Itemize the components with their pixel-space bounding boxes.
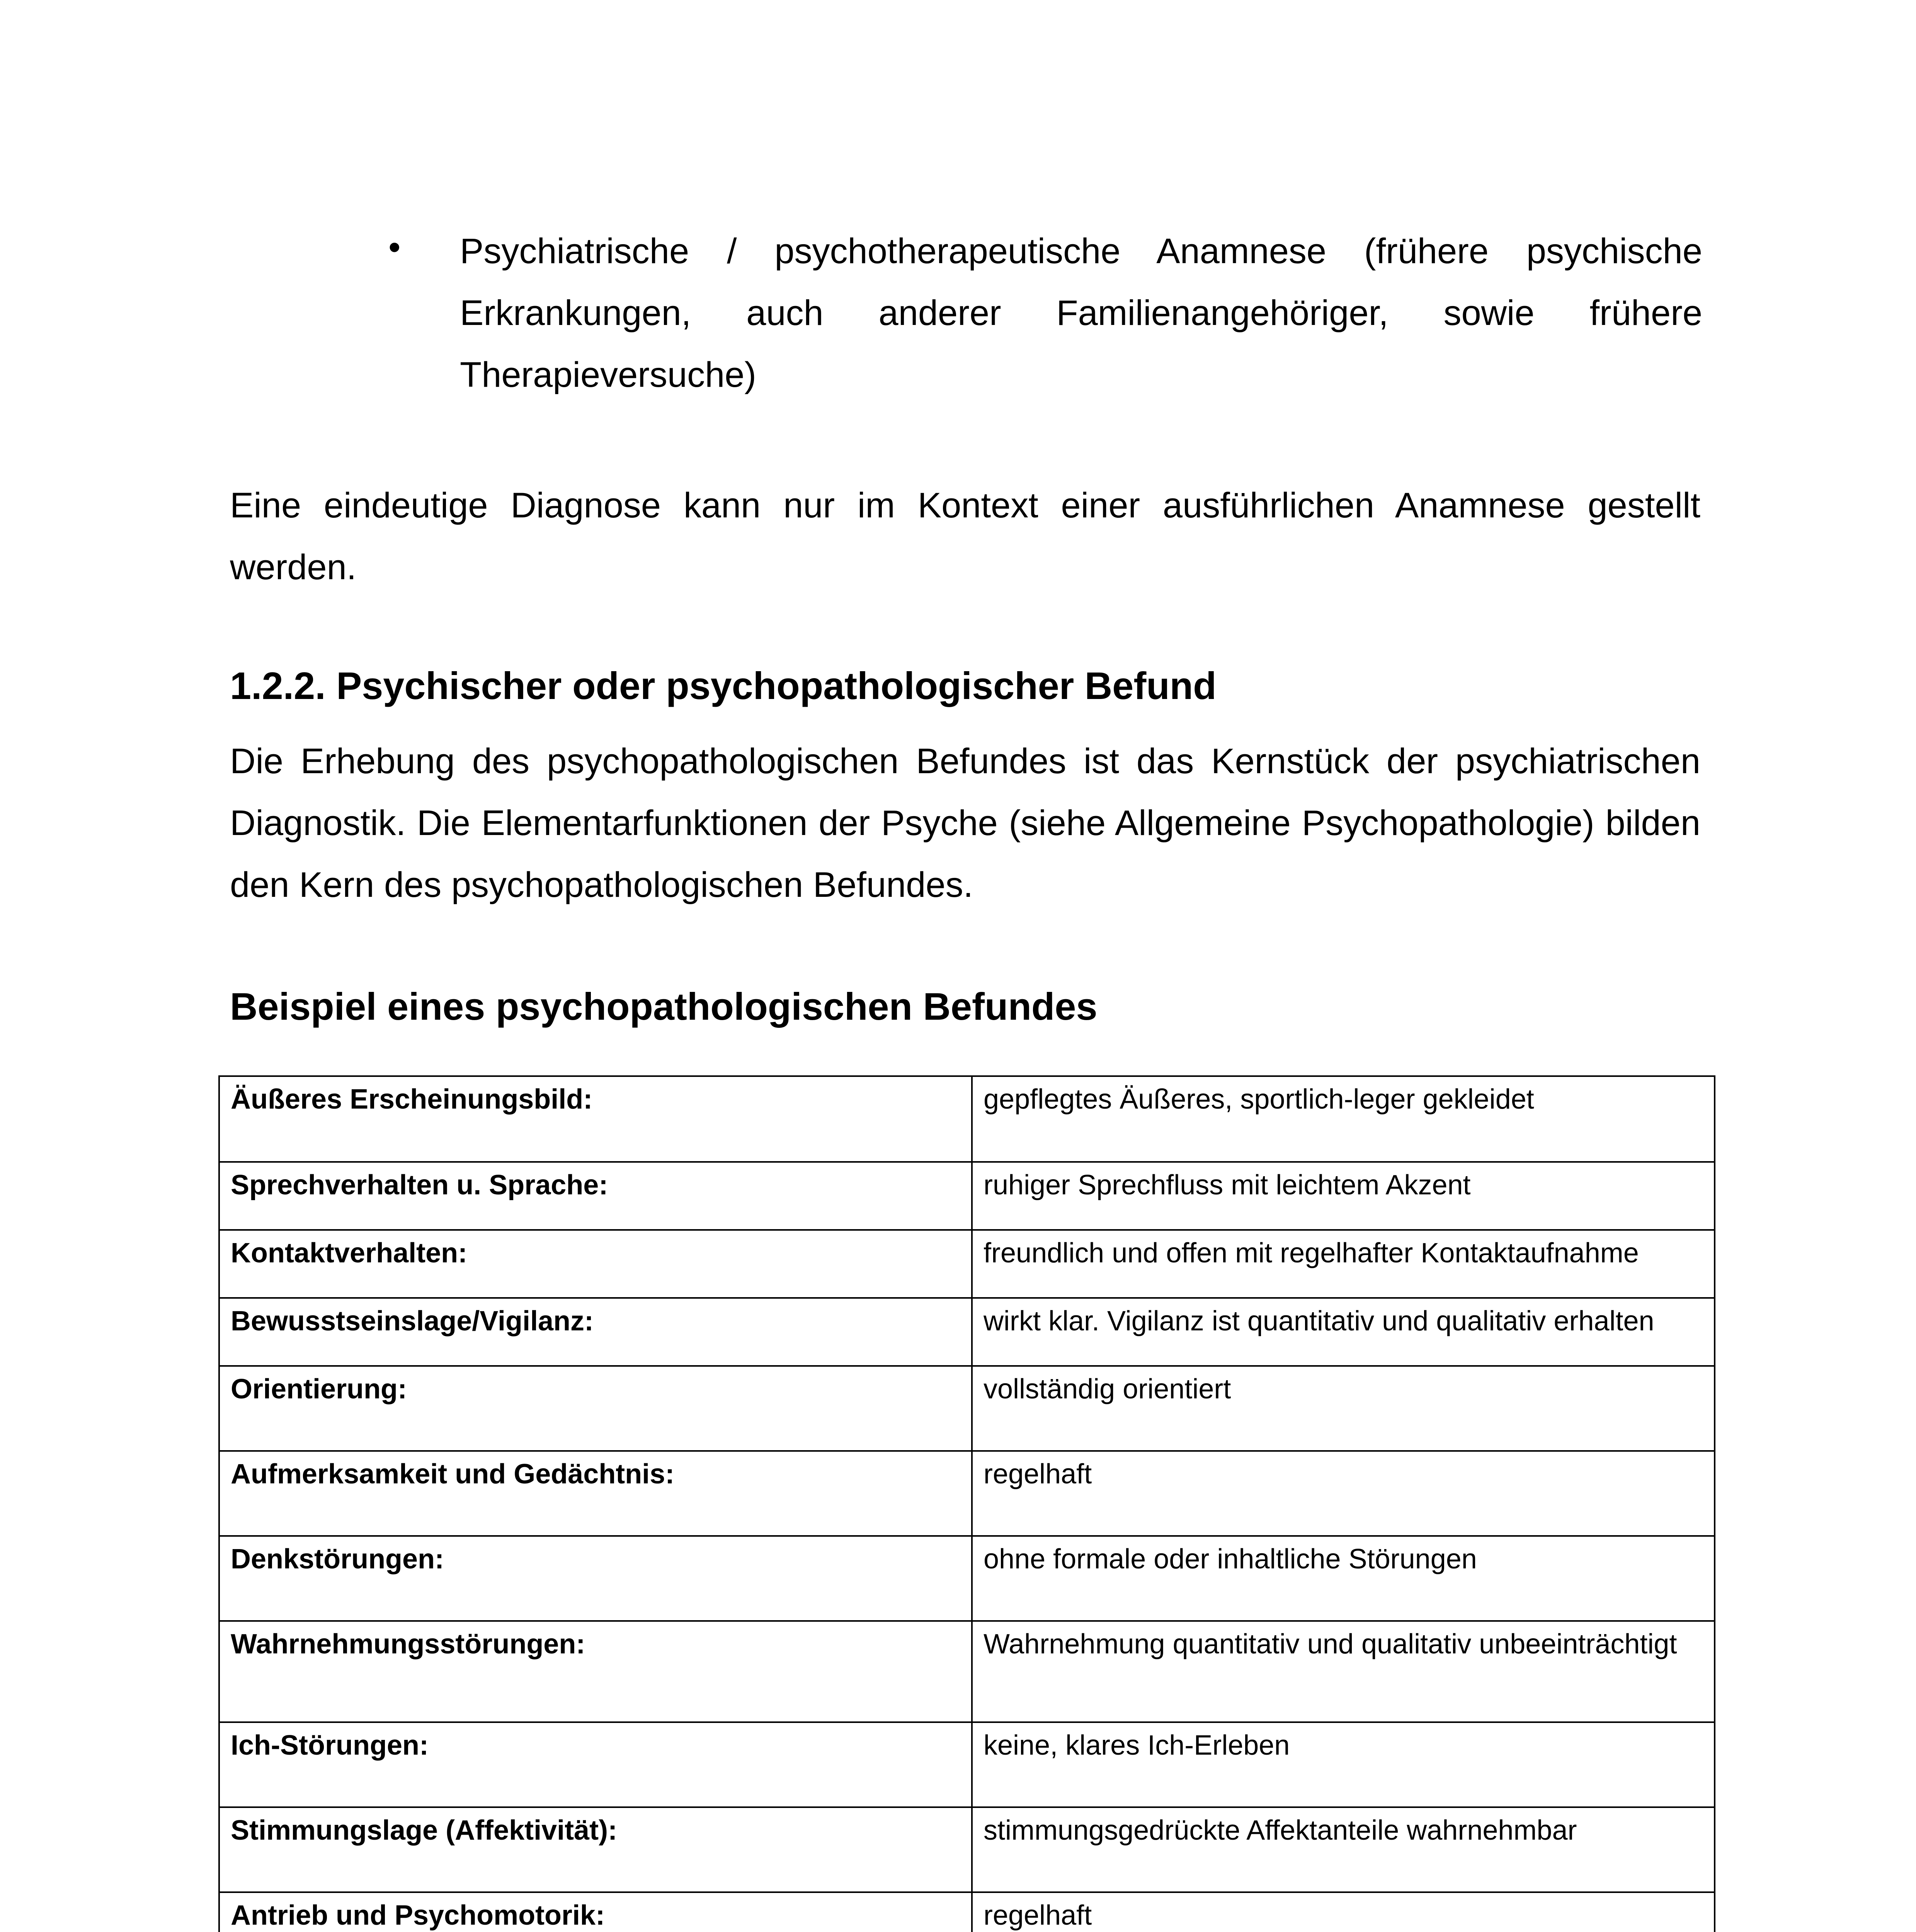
bullet-text: Psychiatrische / psychotherapeutische Anamnese (frühere psychische Erkrankungen, auch anderer Familienangehöriger, sowie frühere Therapieversuche) bbox=[460, 231, 1702, 395]
row-value: gepflegtes Äußeres, sportlich-leger gekleidet bbox=[972, 1076, 1715, 1162]
findings-table bbox=[218, 1075, 1715, 1932]
row-value: ruhiger Sprechfluss mit leichtem Akzent bbox=[972, 1162, 1715, 1230]
row-label: Antrieb und Psychomotorik: bbox=[219, 1892, 972, 1932]
row-label: Denkstörungen: bbox=[219, 1536, 972, 1621]
row-value: freundlich und offen mit regelhafter Kontaktaufnahme bbox=[972, 1230, 1715, 1298]
table-row bbox=[219, 1298, 1715, 1366]
row-value: Wahrnehmung quantitativ und qualitativ unbeeinträchtigt bbox=[972, 1621, 1715, 1722]
row-value: ohne formale oder inhaltliche Störungen bbox=[972, 1536, 1715, 1621]
row-value: regelhaft bbox=[972, 1892, 1715, 1932]
row-label: Orientierung: bbox=[219, 1366, 972, 1451]
table-row bbox=[219, 1807, 1715, 1892]
row-label: Bewusstseinslage/Vigilanz: bbox=[219, 1298, 972, 1366]
paragraph-findings-intro: Die Erhebung des psychopathologischen Befundes ist das Kernstück der psychiatrischen Diagnostik. Die Elementarfunktionen der Psyche (siehe Allgemeine Psychopathologie) bilden den Kern des psychopathologischen Befundes. bbox=[230, 742, 1700, 905]
row-label: Äußeres Erscheinungsbild: bbox=[219, 1076, 972, 1162]
row-label: Stimmungslage (Affektivität): bbox=[219, 1807, 972, 1892]
table-row bbox=[219, 1892, 1715, 1932]
example-heading: Beispiel eines psychopathologischen Befundes bbox=[230, 985, 1098, 1028]
bullet-dot-icon: • bbox=[388, 228, 401, 267]
table-row bbox=[219, 1451, 1715, 1536]
table-row bbox=[219, 1162, 1715, 1230]
row-label: Kontaktverhalten: bbox=[219, 1230, 972, 1298]
row-value: keine, klares Ich-Erleben bbox=[972, 1722, 1715, 1807]
row-label: Sprechverhalten u. Sprache: bbox=[219, 1162, 972, 1230]
table-row bbox=[219, 1621, 1715, 1722]
row-value: stimmungsgedrückte Affektanteile wahrnehmbar bbox=[972, 1807, 1715, 1892]
row-value: vollständig orientiert bbox=[972, 1366, 1715, 1451]
table-row bbox=[219, 1536, 1715, 1621]
paragraph-diagnosis: Eine eindeutige Diagnose kann nur im Kontext einer ausführlichen Anamnese gestellt werden. bbox=[230, 486, 1700, 587]
row-value: regelhaft bbox=[972, 1451, 1715, 1536]
row-label: Ich-Störungen: bbox=[219, 1722, 972, 1807]
table-row bbox=[219, 1366, 1715, 1451]
row-label: Wahrnehmungsstörungen: bbox=[219, 1621, 972, 1722]
table-row bbox=[219, 1076, 1715, 1162]
section-heading: 1.2.2. Psychischer oder psychopathologischer Befund bbox=[230, 664, 1217, 707]
row-label: Aufmerksamkeit und Gedächtnis: bbox=[219, 1451, 972, 1536]
table-row bbox=[219, 1722, 1715, 1807]
table-row bbox=[219, 1230, 1715, 1298]
row-value: wirkt klar. Vigilanz ist quantitativ und qualitativ erhalten bbox=[972, 1298, 1715, 1366]
